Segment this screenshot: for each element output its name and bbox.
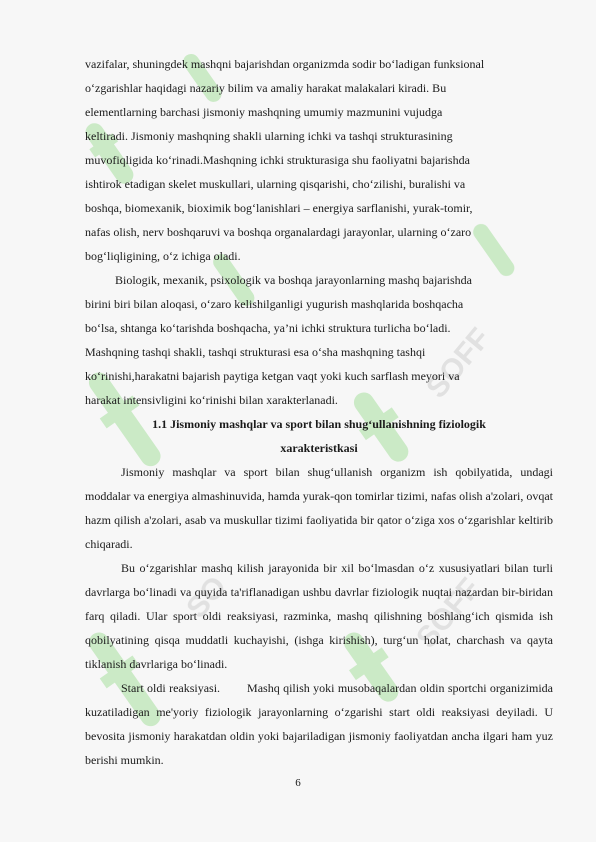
text-line: bo‘lsa, shtanga ko‘tarishda boshqacha, ya’ni ichki struktura turlicha bo‘ladi. (85, 321, 451, 335)
text-line: Mashqning tashqi shakli, tashqi strukturasi esa o‘sha mashqning tashqi (85, 345, 426, 359)
text-line: bog‘liqligining, o‘z ichiga oladi. (85, 249, 241, 263)
heading-line: xarakteristkasi (280, 441, 358, 455)
text-line: harakat intensivligini ko‘rinishi bilan xarakterlanadi. (85, 393, 338, 407)
text-line: birini biri bilan aloqasi, o‘zaro kelishilganligi yugurish mashqlarida boshqacha (85, 297, 464, 311)
text-line: ko‘rinishi,harakatni bajarish paytiga ketgan vaqt yoki kuch sarflash meyori va (85, 369, 460, 383)
text-line: muvofiqligida ko‘rinadi.Mashqning ichki strukturasiga shu faoliyatni bajarishda (85, 153, 470, 167)
paragraph-2 (85, 268, 553, 412)
section-heading (85, 412, 553, 460)
text-line: vazifalar, shuningdek mashqni bajarishdan organizmda sodir bo‘ladigan funksional (85, 57, 485, 71)
body-text (85, 52, 556, 772)
text-line: keltiradi. Jismoniy mashqning shakli ularning ichki va tashqi strukturasining (85, 129, 453, 143)
text-line: Biologik, mexanik, psixologik va boshqa jarayonlarning mashq bajarishda (115, 273, 472, 287)
paragraph-1 (85, 52, 553, 268)
paragraph-5: Start oldi reaksiyasi. Mashq qilish yoki musobaqalardan oldin sportchi organizimida kuzatiladigan me'yoriy fiziologik jarayonlarning o‘zgarishi start oldi reaksiyasi deyiladi. U bevosita jismoniy harakatdan oldin yoki bajariladigan jismoniy faoliyatdan ancha ilgari ham yuz berishi mumkin. (85, 681, 556, 767)
paragraph-4: Bu o‘zgarishlar mashq kilish jarayonida bir xil bo‘lmasdan o‘z xususiyatlari bilan turli davrlarga bo‘linadi va quyida ta'riflanadigan ushbu davrlar fiziologik nuqtai nazardan bir-biridan farq qiladi. Ular sport oldi reaksiyasi, razminka, mashq qilishning boshlang‘ich qismida ish qobilyatining qisqa muddatli kuchayishi, (ishga kirishish), turg‘un holat, charchash va qayta tiklanish davrlariga bo‘linadi. (85, 561, 556, 671)
paragraph-3: Jismoniy mashqlar va sport bilan shug‘ullanish organizm ish qobilyatida, undagi moddalar va energiya almashinuvida, hamda yurak-qon tomirlar tizimi, nafas olish a'zolari, ovqat hazm qilish a'zolari, asab va muskullar tizimi faoliyatida bir qator o‘ziga xos o‘zgarishlar keltirib chiqaradi. (85, 465, 556, 551)
svg-text:SOFF: SOFF (410, 572, 487, 655)
text-line: o‘zgarishlar haqidagi nazariy bilim va amaliy harakat malakalari kiradi. Bu (85, 81, 447, 95)
heading-line: 1.1 Jismoniy mashqlar va sport bilan shug‘ullanishning fiziologik (152, 417, 486, 431)
page-number: 6 (295, 777, 301, 789)
svg-text:SO: SO (180, 570, 234, 625)
text-line: ishtirok etadigan skelet muskullari, ularning qisqarishi, cho‘zilishi, buralishi va (85, 177, 466, 191)
text-line: nafas olish, nerv boshqaruvi va boshqa organalardagi jarayonlar, ularning o‘zaro (85, 225, 472, 239)
svg-text:SOFF: SOFF (420, 322, 497, 405)
text-line: elementlarning barchasi jismoniy mashqning umumiy mazmunini vujudga (85, 105, 443, 119)
text-line: boshqa, biomexanik, bioximik bog‘lanishlari – energiya sarflanishi, yurak-tomir, (85, 201, 473, 215)
